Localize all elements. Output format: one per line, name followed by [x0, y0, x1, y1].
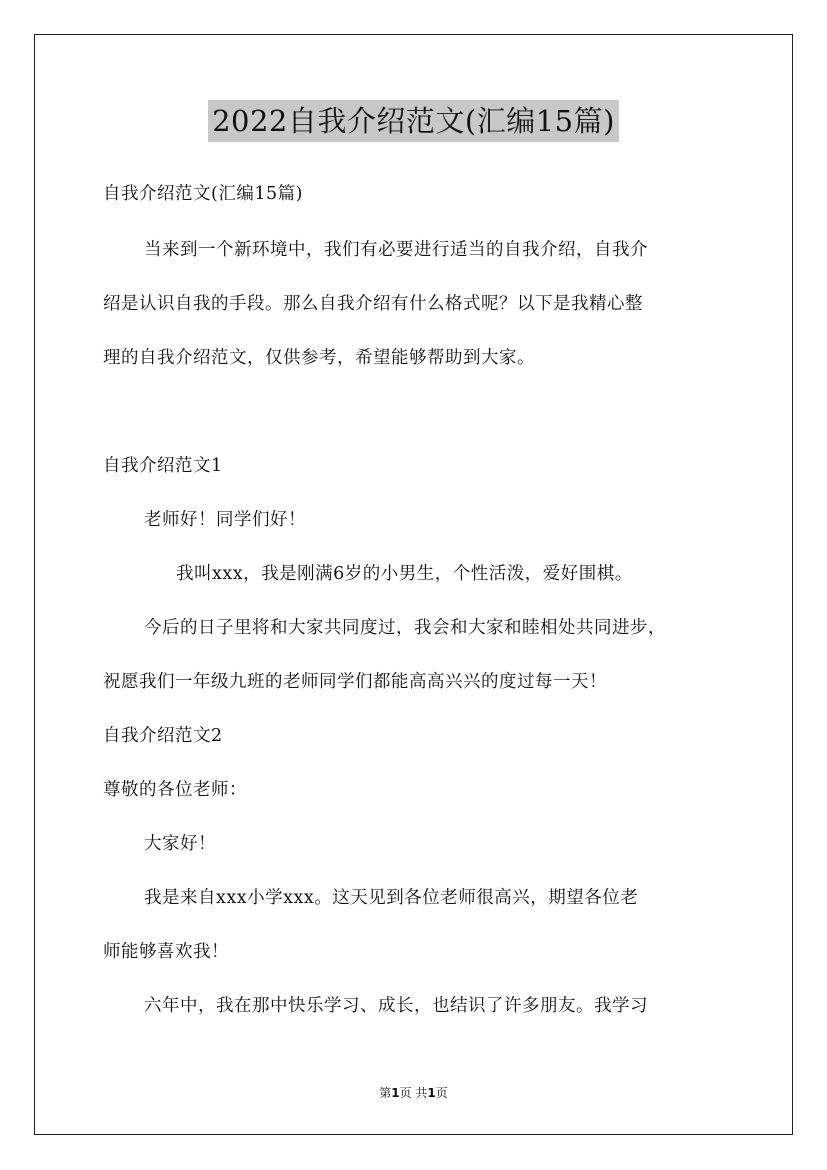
paragraph-line: 祝愿我们一年级九班的老师同学们都能高高兴兴的度过每一天！	[103, 672, 607, 692]
paragraph-line: 六年中，我在那中快乐学习、成长，也结识了许多朋友。我学习	[144, 996, 648, 1016]
paragraph-line: 我叫xxx，我是刚满6岁的小男生，个性活泼，爱好围棋。	[176, 564, 633, 584]
footer-page-total: 1	[427, 1086, 436, 1100]
paragraph-line: 尊敬的各位老师：	[103, 780, 247, 800]
subtitle: 自我介绍范文(汇编15篇)	[103, 184, 303, 204]
document-title: 2022自我介绍范文(汇编15篇)	[208, 100, 619, 142]
paragraph-line: 师能够喜欢我！	[103, 942, 229, 962]
page-footer	[0, 1084, 827, 1101]
paragraph-line: 当来到一个新环境中，我们有必要进行适当的自我介绍，自我介	[144, 240, 648, 260]
footer-page-number: 1	[391, 1086, 400, 1100]
section-heading: 自我介绍范文2	[103, 726, 223, 746]
paragraph-line: 大家好！	[144, 834, 216, 854]
paragraph-line: 我是来自xxx小学xxx。这天见到各位老师很高兴，期望各位老	[144, 888, 639, 908]
footer-mid: 页 共	[399, 1086, 428, 1100]
paragraph-line: 绍是认识自我的手段。那么自我介绍有什么格式呢？以下是我精心整	[103, 294, 643, 314]
title-wrapper	[0, 100, 827, 142]
footer-suffix: 页	[435, 1086, 448, 1100]
footer-prefix: 第	[379, 1086, 392, 1100]
paragraph-line: 老师好！同学们好！	[144, 510, 306, 530]
section-heading: 自我介绍范文1	[103, 456, 223, 476]
paragraph-line: 今后的日子里将和大家共同度过，我会和大家和睦相处共同进步，	[144, 618, 666, 638]
paragraph-line: 理的自我介绍范文，仅供参考，希望能够帮助到大家。	[103, 348, 535, 368]
